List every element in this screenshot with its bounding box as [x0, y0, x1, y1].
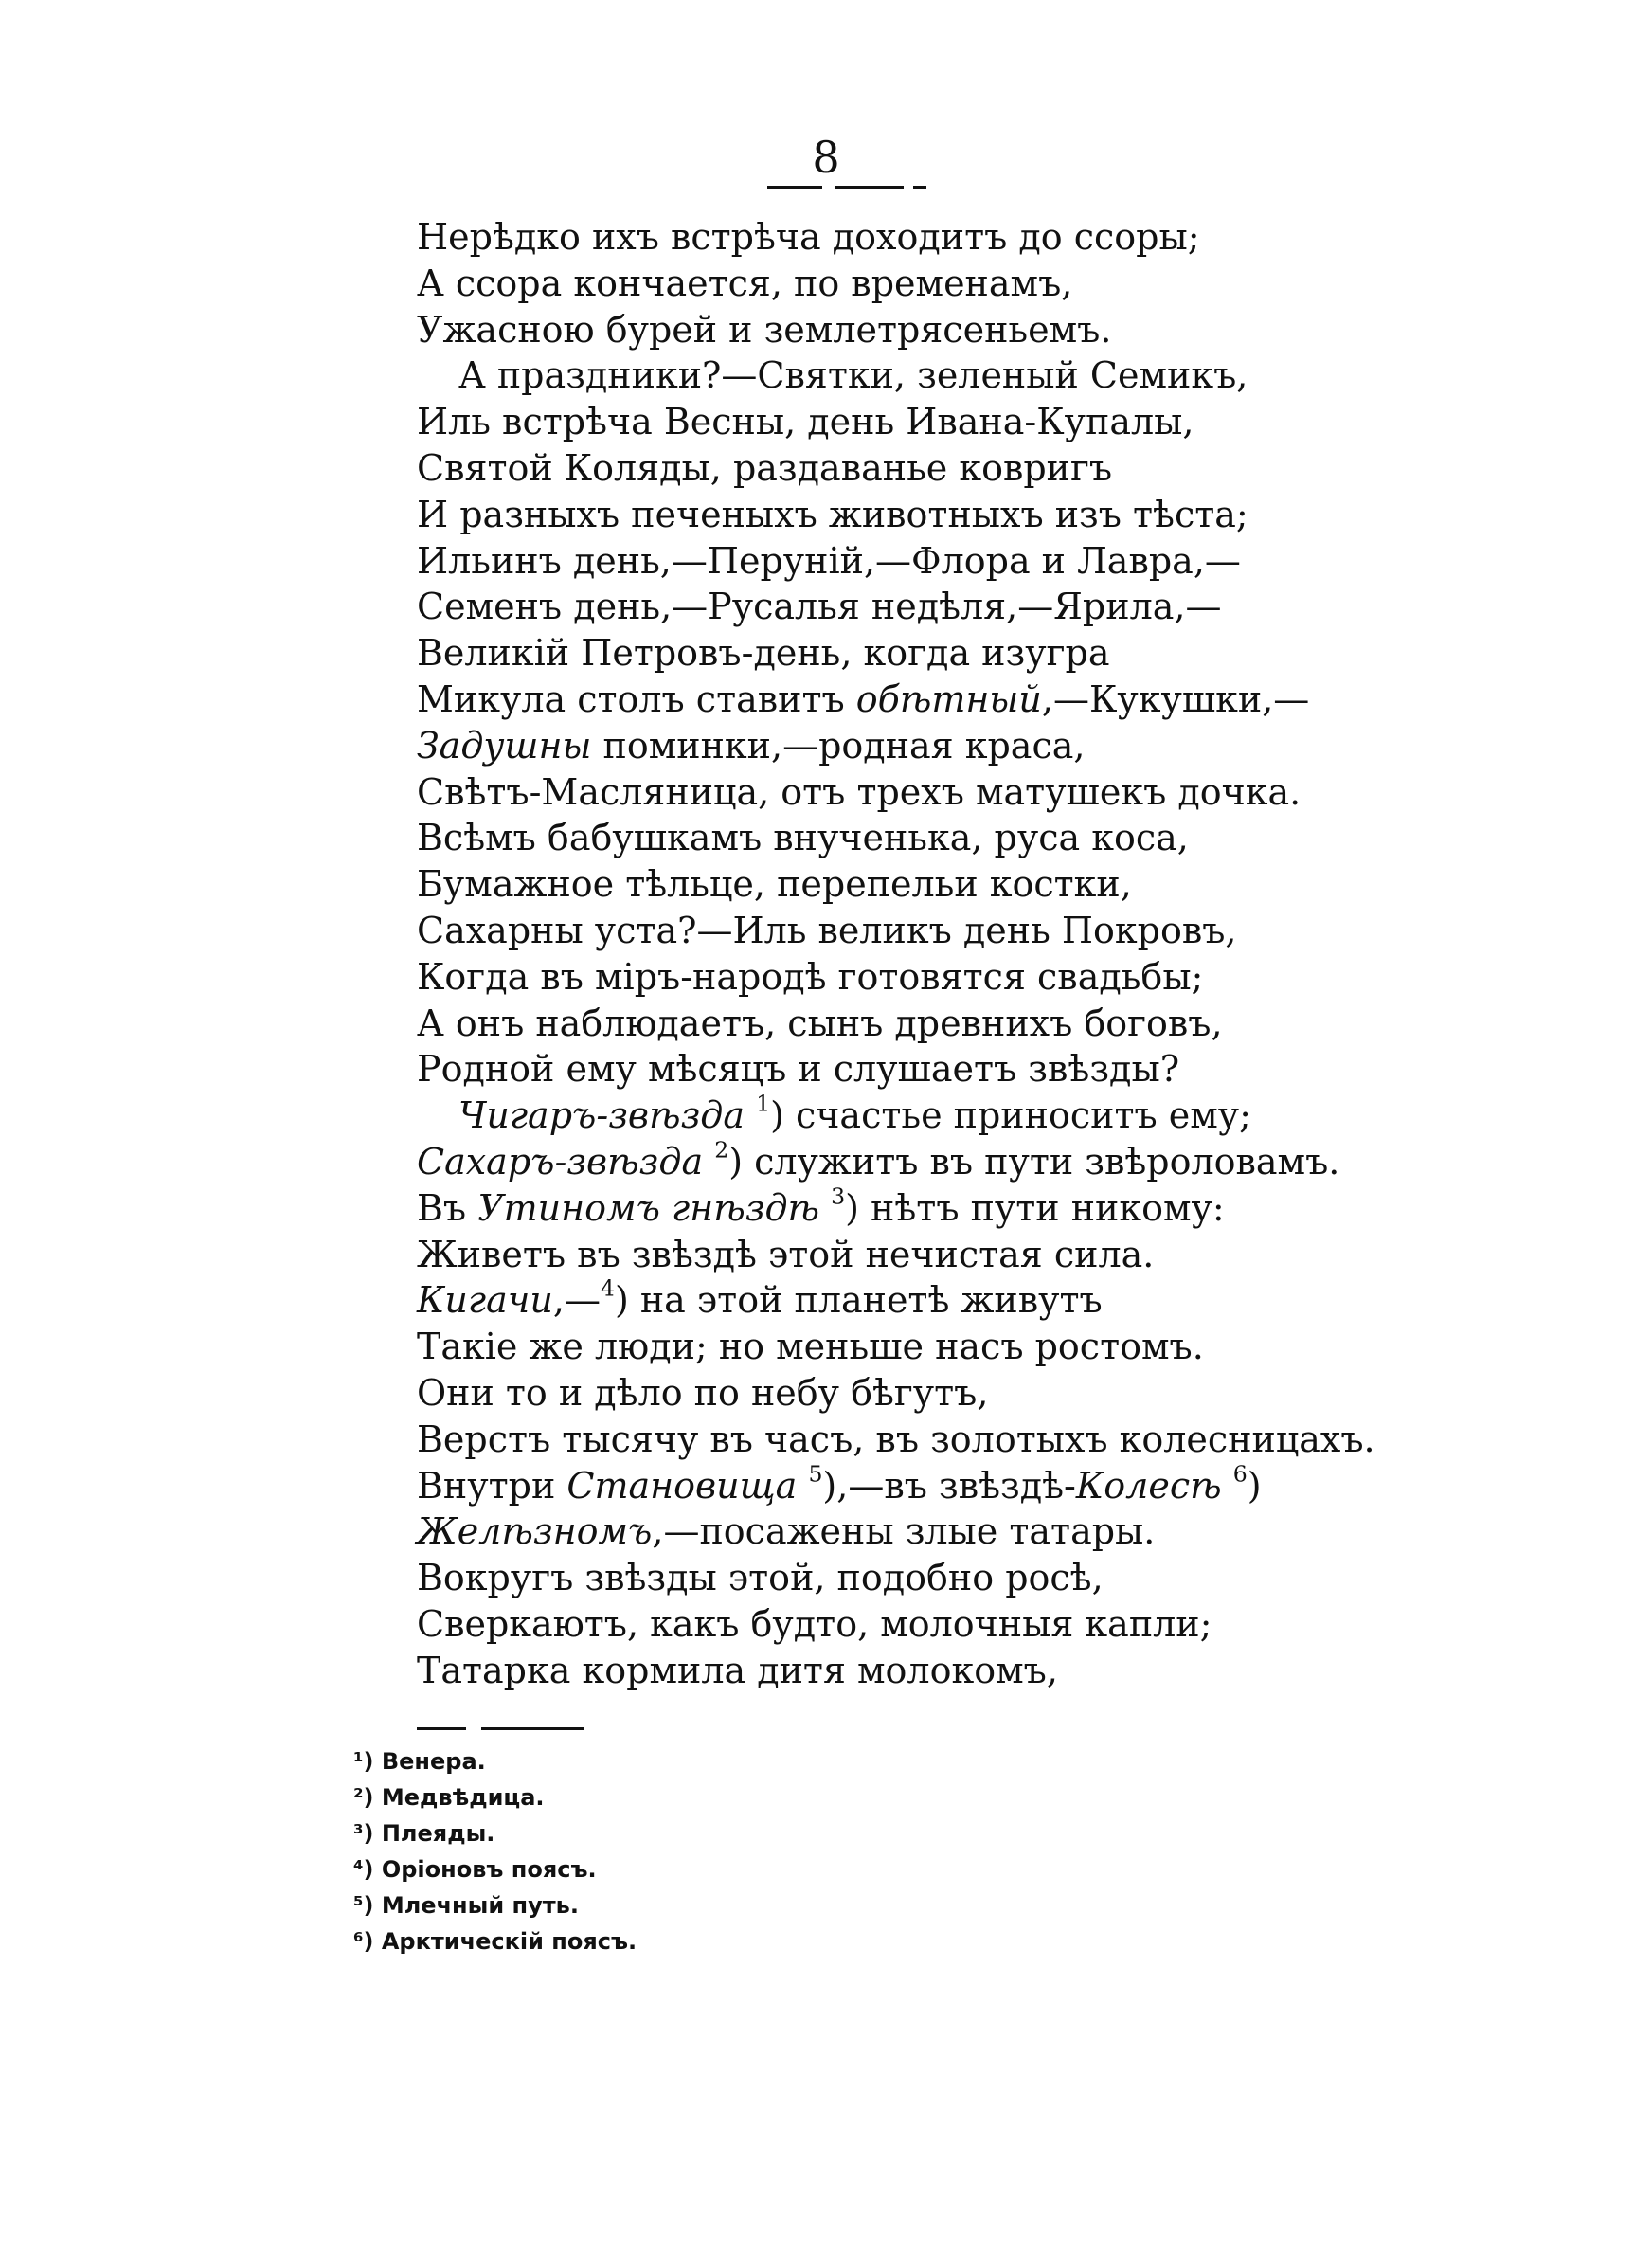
poem-italic-term: Становища — [566, 1464, 798, 1507]
footnote-ref: 6 — [1232, 1459, 1248, 1487]
footnote-text: Венера. — [381, 1748, 486, 1775]
poem-italic-term: Задушны — [417, 724, 592, 767]
poem-line: Верстъ тысячу въ часъ, въ золотыхъ колесницахъ. — [417, 1417, 1375, 1460]
poem-text-span: Микула столъ ставитъ — [417, 677, 856, 720]
poem-text-span: поминки,—родная краса, — [591, 724, 1086, 767]
poem-italic-term: Чигаръ-звѣзда — [458, 1094, 745, 1137]
page-number: 8 — [812, 132, 840, 183]
page-number-rule-mid — [835, 186, 904, 189]
footnote-text: Медвѣдица. — [381, 1784, 545, 1811]
footnote-mark: ⁶) — [353, 1928, 374, 1955]
poem-text-span: Въ — [417, 1186, 478, 1229]
footnote — [353, 1851, 1206, 1887]
poem-line — [417, 1508, 1572, 1555]
footnote-text: Плеяды. — [381, 1820, 495, 1847]
page-number-rule-right — [913, 186, 926, 189]
footnote — [353, 1743, 1206, 1779]
poem-text-span: ) — [1247, 1464, 1262, 1507]
poem-line: Иль встрѣча Весны, день Ивана-Купалы, — [417, 401, 1194, 443]
footnote — [353, 1779, 1206, 1815]
poem-text-span: ) счастье приноситъ ему; — [770, 1094, 1251, 1137]
poem-line: Они то и дѣло по небу бѣгутъ, — [417, 1371, 989, 1414]
poem-line — [417, 677, 1572, 723]
poem-italic-term: Желѣзномъ — [417, 1510, 653, 1553]
footnote-mark: ⁵) — [353, 1892, 374, 1919]
poem-line — [417, 1185, 1572, 1232]
footnote-ref: 5 — [808, 1459, 823, 1487]
poem-line: И разныхъ печеныхъ животныхъ изъ тѣста; — [417, 493, 1248, 535]
poem-line: Сверкаютъ, какъ будто, молочныя капли; — [417, 1602, 1212, 1645]
poem-line — [417, 1092, 1572, 1139]
poem-line: Ужасною бурей и землетрясеньемъ. — [417, 308, 1112, 351]
poem-line: Великій Петровъ-день, когда изугра — [417, 632, 1110, 675]
footnote-mark: ¹) — [353, 1748, 374, 1775]
footnote — [353, 1887, 1206, 1923]
footnote-ref: 3 — [831, 1183, 846, 1210]
poem-italic-term: Утиномъ гнѣздѣ — [477, 1186, 820, 1229]
poem-italic-term: Кигачи — [417, 1279, 553, 1322]
poem-italic-term: обѣтный — [855, 677, 1042, 720]
poem-line: Нерѣдко ихъ встрѣча доходитъ до ссоры; — [417, 216, 1200, 258]
footnote-ref: 1 — [756, 1090, 771, 1117]
footnotes — [353, 1743, 1206, 1959]
footnote-text: Арктическій поясъ. — [381, 1928, 637, 1955]
footnote-mark: ²) — [353, 1784, 374, 1811]
poem-line: А праздники?—Святки, зеленый Семикъ, — [458, 354, 1248, 397]
poem-line: Бумажное тѣльце, перепельи костки, — [417, 863, 1132, 906]
poem-italic-term: Колесѣ — [1075, 1464, 1222, 1507]
poem-text-span: Внутри — [417, 1464, 567, 1507]
poem-line — [417, 1274, 1572, 1324]
footnote-text: Оріоновъ поясъ. — [381, 1856, 597, 1883]
poem-italic-term: Сахаръ-звѣзда — [417, 1140, 704, 1183]
footnote-ref: 2 — [714, 1136, 729, 1164]
poem-line: Ильинъ день,—Перуній,—Флора и Лавра,— — [417, 539, 1241, 582]
footnote-text: Млечный путь. — [381, 1892, 579, 1919]
footnote — [353, 1923, 1206, 1959]
poem-line: А онъ наблюдаетъ, сынъ древнихъ боговъ, — [417, 1002, 1223, 1044]
footnote-ref: 4 — [600, 1274, 615, 1302]
poem-text-span: ) нѣтъ пути никому: — [845, 1186, 1225, 1229]
footnote — [353, 1815, 1206, 1851]
poem-line — [417, 1136, 1572, 1185]
poem-text — [417, 214, 1572, 1694]
poem-line: А ссора кончается, по временамъ, — [417, 262, 1073, 304]
poem-line: Такіе же люди; но меньше насъ ростомъ. — [417, 1326, 1204, 1368]
poem-line — [417, 723, 1572, 769]
poem-line: Семенъ день,—Русалья недѣля,—Ярила,— — [417, 586, 1222, 628]
footnote-rule-long — [481, 1727, 584, 1730]
footnote-mark: ³) — [353, 1820, 374, 1847]
poem-text-span: ),—въ звѣздѣ- — [822, 1464, 1076, 1507]
page-number-rule-left — [767, 186, 822, 189]
poem-line: Татарка кормила дитя молокомъ, — [417, 1649, 1058, 1691]
poem-line: Свѣтъ-Масляница, отъ трехъ матушекъ дочка. — [417, 770, 1302, 813]
poem-line — [417, 1459, 1572, 1509]
poem-text-span: ,—Кукушки,— — [1041, 677, 1310, 720]
poem-line: Живетъ въ звѣздѣ этой нечистая сила. — [417, 1233, 1155, 1275]
poem-text-span: ,— — [552, 1279, 601, 1322]
poem-text-span: ) служитъ въ пути звѣроловамъ. — [728, 1140, 1340, 1183]
poem-line: Сахарны уста?—Иль великъ день Покровъ, — [417, 909, 1237, 951]
footnote-rule-short — [417, 1727, 466, 1730]
poem-line: Вокругъ звѣзды этой, подобно росѣ, — [417, 1557, 1104, 1599]
poem-line: Родной ему мѣсяцъ и слушаетъ звѣзды? — [417, 1048, 1180, 1091]
poem-text-span: ,—посажены злые татары. — [652, 1510, 1156, 1553]
poem-line: Всѣмъ бабушкамъ внученька, руса коса, — [417, 817, 1189, 859]
poem-line: Когда въ міръ-народѣ готовятся свадьбы; — [417, 955, 1204, 998]
poem-text-span: ) на этой планетѣ живутъ — [614, 1279, 1103, 1322]
footnote-mark: ⁴) — [353, 1856, 374, 1883]
poem-line: Святой Коляды, раздаванье ковригъ — [417, 446, 1113, 489]
